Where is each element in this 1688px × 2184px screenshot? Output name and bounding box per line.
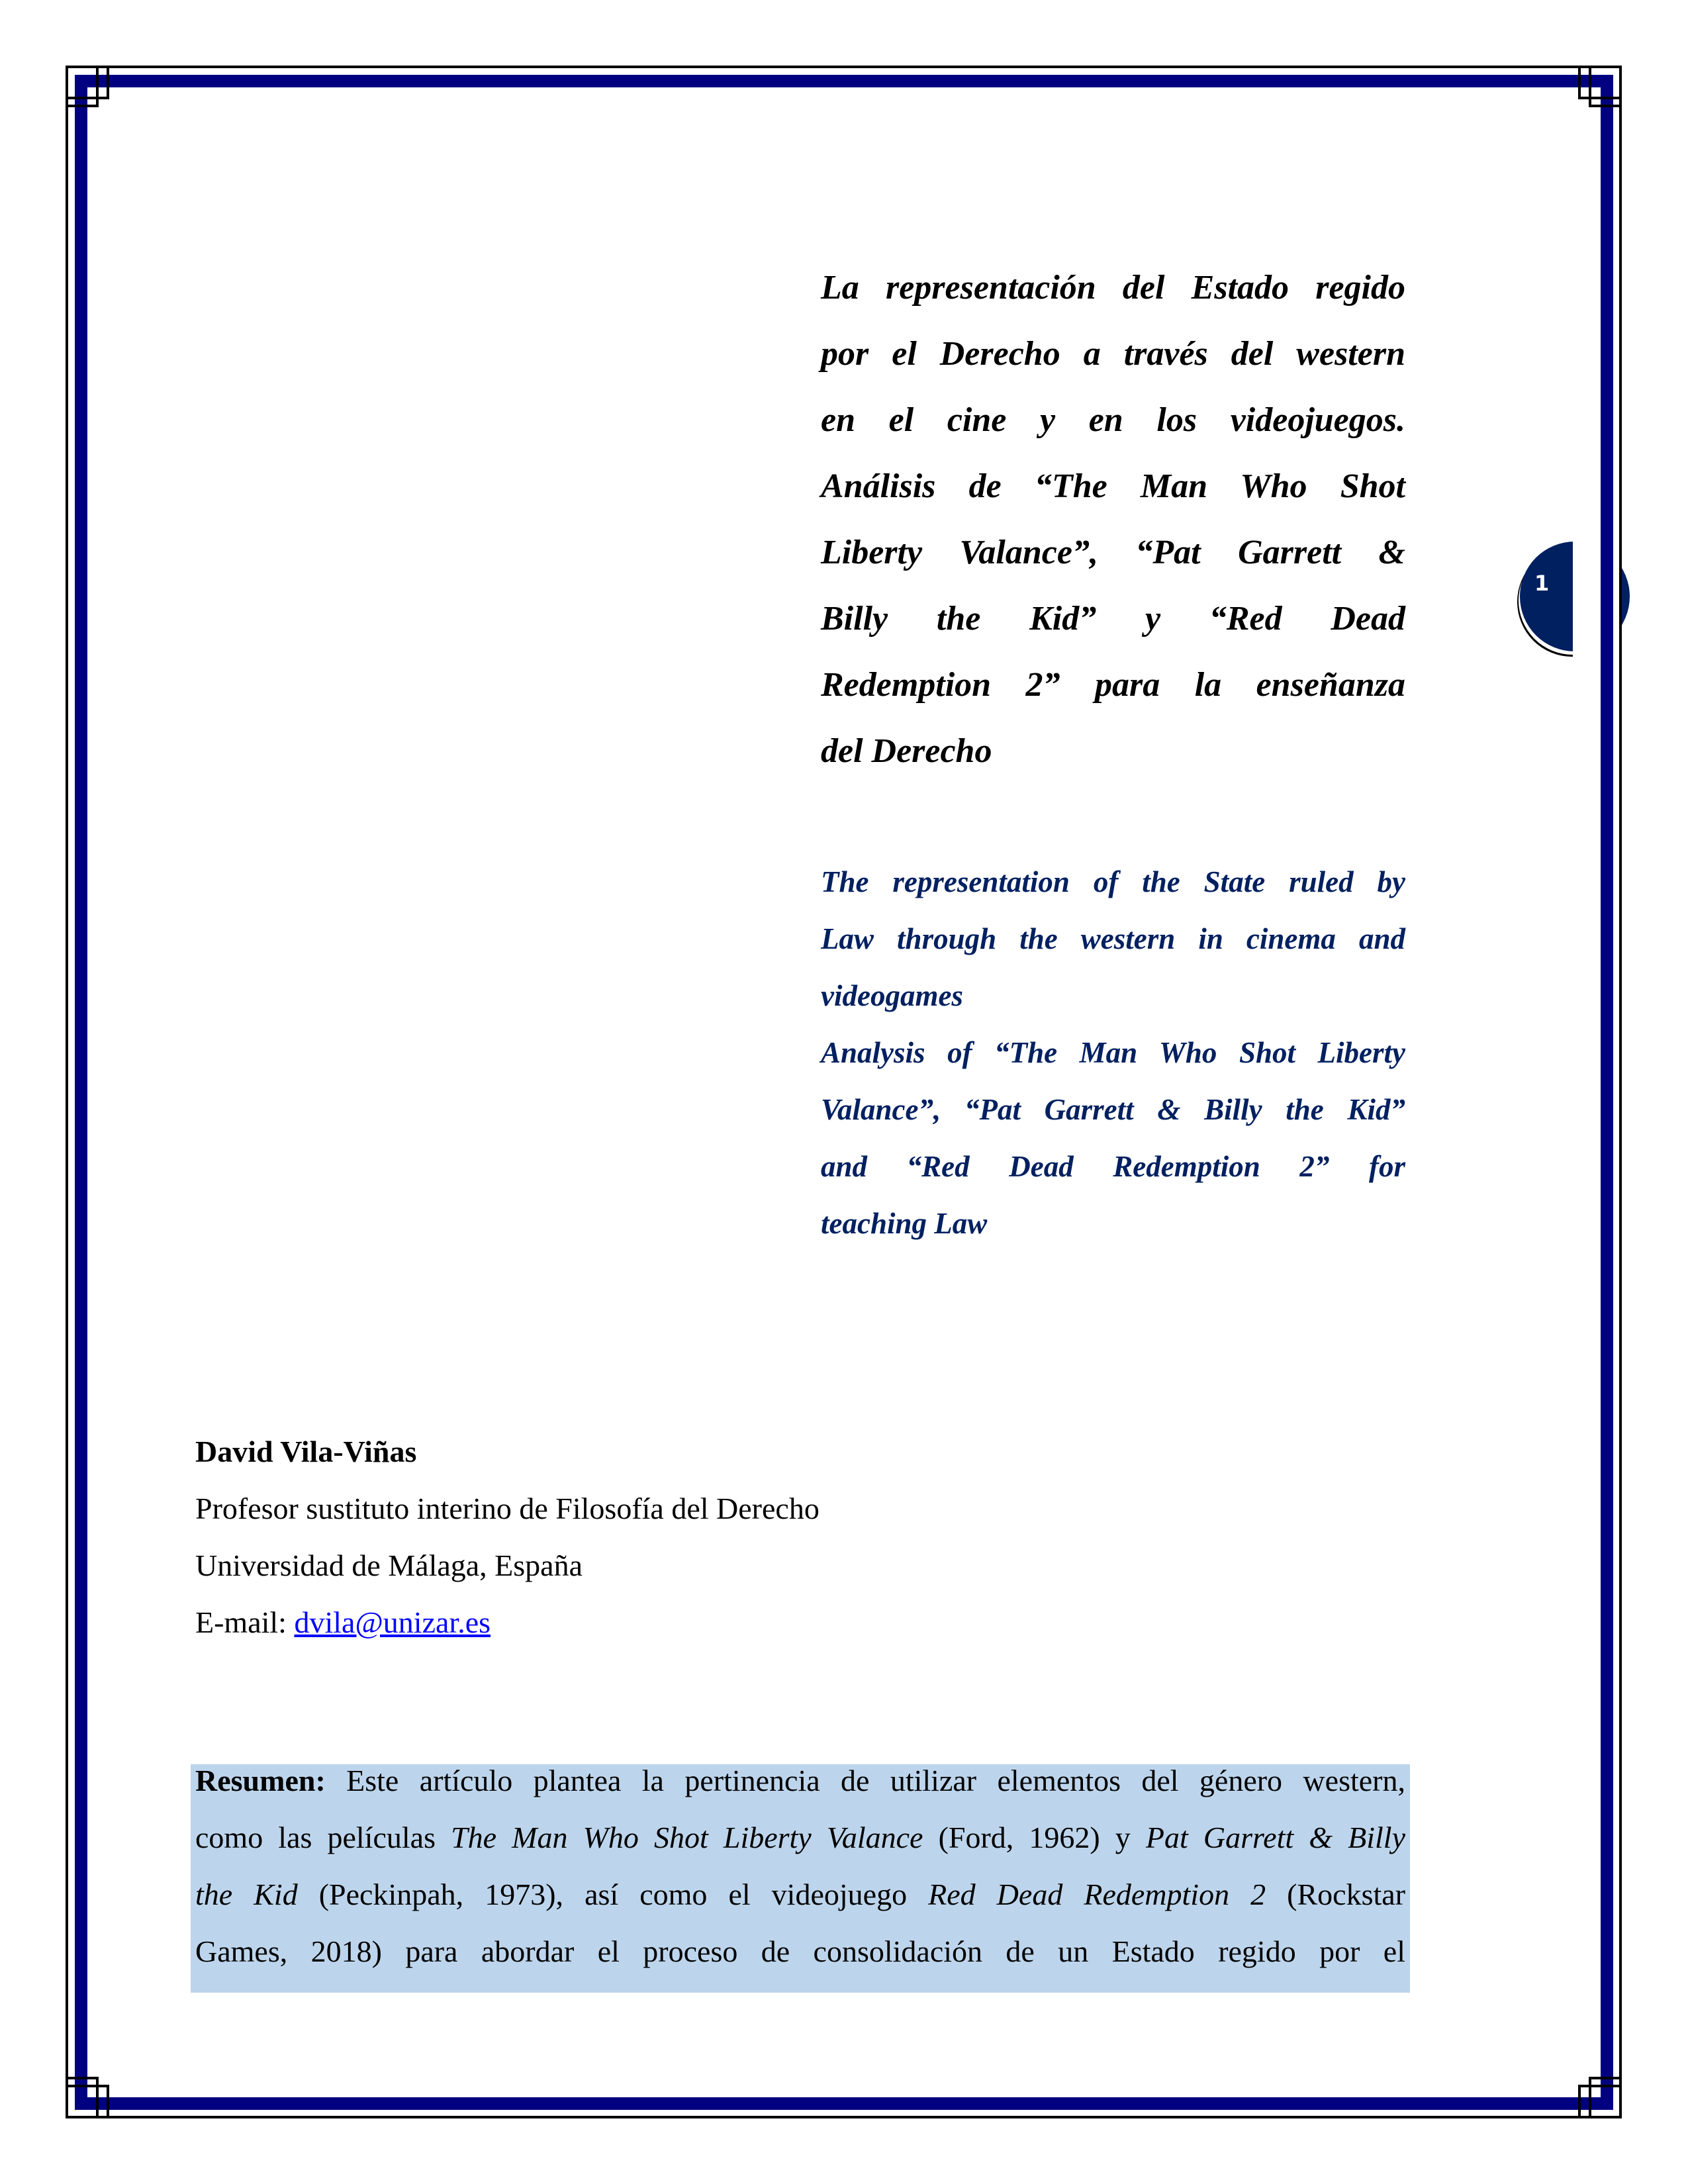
abstract-text: como las películas	[195, 1821, 451, 1854]
english-title	[821, 853, 1405, 1252]
subtitle-line: Law through the western in cinema and	[821, 922, 1405, 955]
abstract-text: Este artículo plantea la pertinencia de utilizar elementos del género western,	[325, 1764, 1405, 1797]
subtitle-line: and “Red Dead Redemption 2” for	[821, 1150, 1405, 1183]
article-title	[821, 255, 1405, 784]
game-title: Red Dead Redemption 2	[928, 1877, 1266, 1911]
abstract-label: Resumen:	[195, 1764, 326, 1797]
title-line: Redemption 2” para la enseñanza	[821, 666, 1405, 704]
author-institution: Universidad de Málaga, España	[195, 1548, 583, 1582]
subtitle-line: videogames	[821, 979, 963, 1012]
film-title: Pat Garrett & Billy	[1145, 1821, 1405, 1854]
title-line: Análisis de “The Man Who Shot	[821, 467, 1405, 505]
title-line: Liberty Valance”, “Pat Garrett &	[821, 534, 1405, 571]
film-title: The Man Who Shot Liberty Valance	[451, 1821, 923, 1854]
title-line: La representación del Estado regido	[821, 269, 1405, 307]
abstract	[195, 1752, 1405, 1980]
title-line: en el cine y en los videojuegos.	[821, 401, 1405, 439]
email-link[interactable]: dvila@unizar.es	[294, 1605, 491, 1639]
page-number: 1	[1534, 571, 1550, 596]
abstract-text: (Peckinpah, 1973), así como el videojuego	[297, 1877, 929, 1911]
author-email-row	[195, 1594, 820, 1651]
subtitle-line: Analysis of “The Man Who Shot Liberty	[821, 1036, 1405, 1069]
title-line: del Derecho	[821, 732, 992, 770]
email-label: E-mail:	[195, 1605, 295, 1639]
abstract-text: (Ford, 1962) y	[923, 1821, 1146, 1854]
abstract-line	[195, 1752, 1405, 1809]
author-position: Profesor sustituto interino de Filosofía del Derecho	[195, 1492, 820, 1525]
subtitle-line: The representation of the State ruled by	[821, 865, 1405, 898]
author-name: David Vila-Viñas	[195, 1435, 417, 1468]
title-line: Billy the Kid” y “Red Dead	[821, 600, 1405, 638]
abstract-line	[195, 1809, 1405, 1866]
subtitle-line: Valance”, “Pat Garrett & Billy the Kid”	[821, 1093, 1405, 1126]
title-line: por el Derecho a través del western	[821, 335, 1405, 373]
abstract-line: Games, 2018) para abordar el proceso de consolidación de un Estado regido por el	[195, 1934, 1405, 1968]
subtitle-line: teaching Law	[821, 1207, 988, 1240]
author-block	[195, 1423, 820, 1651]
film-title: the Kid	[195, 1877, 298, 1911]
abstract-text: (Rockstar	[1266, 1877, 1405, 1911]
abstract-line	[195, 1866, 1405, 1923]
